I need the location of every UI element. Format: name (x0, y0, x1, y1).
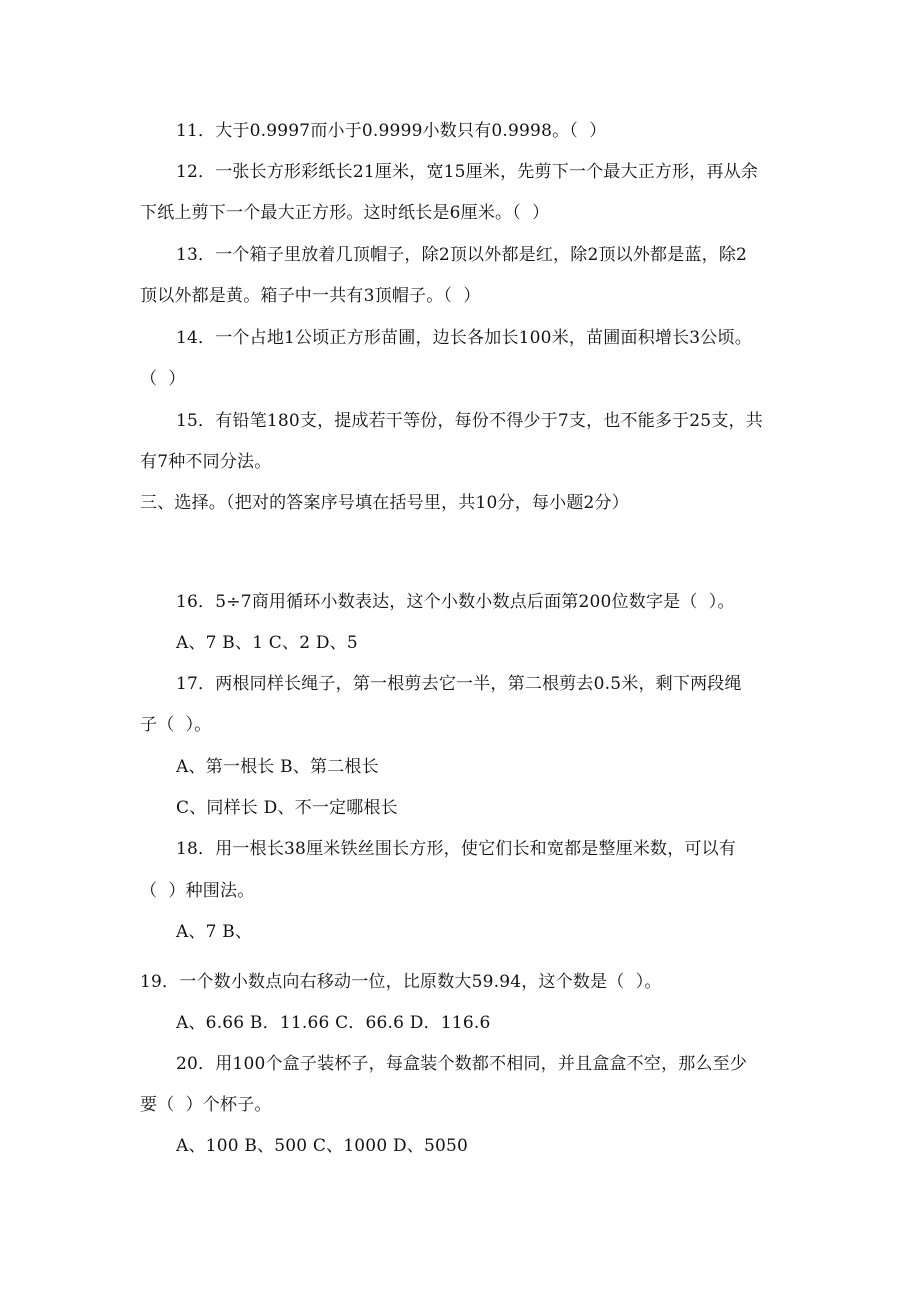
question-17-options-1: A、第一根长 B、第二根长 (176, 757, 379, 777)
question-16-options: A、7 B、1 C、2 D、5 (176, 633, 358, 653)
question-12-line-1: 12．一张长方形彩纸长21厘米，宽15厘米，先剪下一个最大正方形，再从余 (176, 162, 759, 182)
question-11: 11．大于0.9997而小于0.9999小数只有0.9998。（ ） (176, 121, 607, 141)
question-17-line-2: 子（ ）。 (140, 715, 212, 735)
question-18-line-1: 18．用一根长38厘米铁丝围长方形，使它们长和宽都是整厘米数，可以有 (176, 839, 737, 859)
question-20-line-1: 20．用100个盒子装杯子，每盒装个数都不相同，并且盒盒不空，那么至少 (176, 1054, 748, 1074)
question-17-options-2: C、同样长 D、不一定哪根长 (176, 798, 398, 818)
question-15-line-1: 15．有铅笔180支，提成若干等份，每份不得少于7支，也不能多于25支，共 (176, 411, 763, 431)
question-19-options: A、6.66 B．11.66 C．66.6 D．116.6 (176, 1013, 491, 1033)
question-15-line-2: 有7种不同分法。 (140, 452, 272, 472)
question-19: 19．一个数小数点向右移动一位，比原数大59.94，这个数是（ ）。 (140, 972, 662, 992)
question-20-line-2: 要（ ）个杯子。 (140, 1095, 272, 1115)
question-14-line-1: 14．一个占地1公顷正方形苗圃，边长各加长100米，苗圃面积增长3公顷。 (176, 328, 752, 348)
question-18-line-2: （ ）种围法。 (140, 881, 255, 901)
question-12-line-2: 下纸上剪下一个最大正方形。这时纸长是6厘米。（ ） (140, 203, 550, 223)
question-13-line-2: 顶以外都是黄。箱子中一共有3顶帽子。（ ） (140, 286, 481, 306)
question-20-options: A、100 B、500 C、1000 D、5050 (176, 1136, 469, 1156)
question-17-line-1: 17．两根同样长绳子，第一根剪去它一半，第二根剪去0.5米，剩下两段绳 (176, 674, 742, 694)
question-18-options: A、7 B、 (176, 922, 253, 942)
section-title: 三、选择。（把对的答案序号填在括号里，共10分，每小题2分） (140, 493, 629, 513)
question-16: 16．5÷7商用循环小数表达，这个小数小数点后面第200位数字是（ ）。 (176, 592, 735, 612)
question-13-line-1: 13．一个箱子里放着几顶帽子，除2顶以外都是红，除2顶以外都是蓝，除2 (176, 245, 748, 265)
question-14-line-2: （ ） (140, 369, 186, 389)
